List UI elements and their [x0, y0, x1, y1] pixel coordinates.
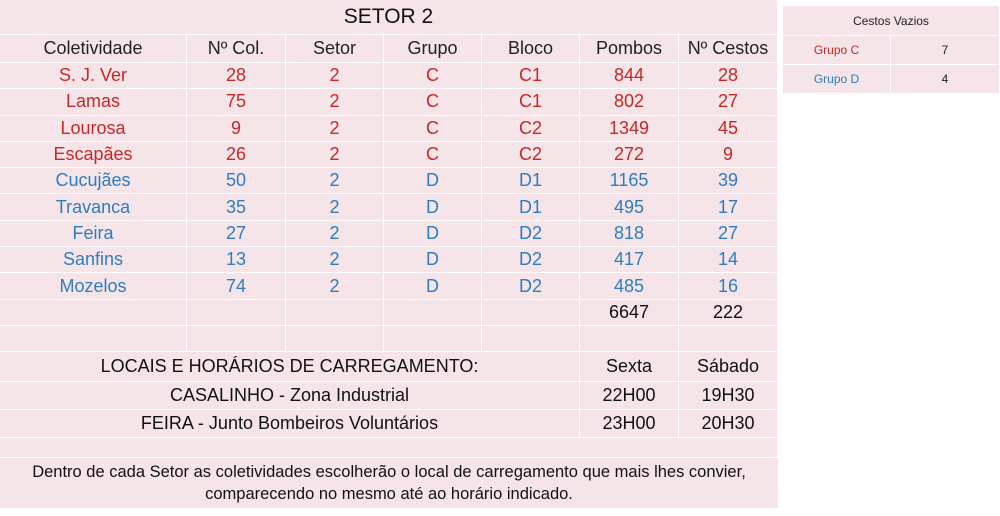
num-cestos-cell: 28	[679, 63, 778, 89]
coletividade-cell: Feira	[0, 221, 187, 247]
empty-baskets-table	[783, 6, 1000, 94]
header-coletividade: Coletividade	[0, 35, 187, 63]
empty-cell	[384, 326, 482, 352]
bloco-cell: C1	[482, 89, 580, 115]
bloco-cell: D2	[482, 247, 580, 273]
num-col-cell: 9	[187, 116, 286, 142]
total-pombos: 6647	[580, 300, 679, 326]
schedule-heading: LOCAIS E HORÁRIOS DE CARREGAMENTO:	[0, 352, 580, 382]
empty-cell	[482, 300, 580, 326]
empty-cell	[580, 326, 679, 352]
setor-cell: 2	[286, 168, 384, 194]
schedule-header-row	[0, 352, 778, 382]
schedule-place: CASALINHO - Zona Industrial	[0, 382, 580, 410]
header-num-cestos: Nº Cestos	[679, 35, 778, 63]
totals-row	[0, 300, 778, 326]
coletividade-cell: Escapães	[0, 142, 187, 168]
empty-baskets-row	[783, 65, 1000, 94]
empty-cell	[0, 326, 187, 352]
table-row	[0, 273, 778, 299]
empty-baskets-row	[783, 36, 1000, 65]
coletividade-cell: Travanca	[0, 195, 187, 221]
schedule-friday-time: 22H00	[580, 382, 679, 410]
total-cestos: 222	[679, 300, 778, 326]
pombos-cell: 417	[580, 247, 679, 273]
empty-cell	[384, 300, 482, 326]
friday-header: Sexta	[580, 352, 679, 382]
pombos-cell: 844	[580, 63, 679, 89]
coletividade-cell: S. J. Ver	[0, 63, 187, 89]
pombos-cell: 485	[580, 273, 679, 299]
schedule-saturday-time: 20H30	[679, 410, 778, 438]
table-row	[0, 116, 778, 142]
table-row	[0, 168, 778, 194]
setor-cell: 2	[286, 63, 384, 89]
bloco-cell: D2	[482, 273, 580, 299]
schedule-row	[0, 382, 778, 410]
empty-baskets-label: Grupo D	[783, 65, 891, 94]
schedule-row	[0, 410, 778, 438]
pombos-cell: 802	[580, 89, 679, 115]
empty-cell	[286, 326, 384, 352]
empty-cell	[187, 300, 286, 326]
num-col-cell: 35	[187, 195, 286, 221]
note	[0, 458, 778, 508]
empty-baskets-value: 7	[891, 36, 1000, 65]
saturday-header: Sábado	[679, 352, 778, 382]
header-bloco: Bloco	[482, 35, 580, 63]
num-cestos-cell: 14	[679, 247, 778, 273]
table-row	[0, 89, 778, 115]
empty-cell	[679, 326, 778, 352]
num-cestos-cell: 45	[679, 116, 778, 142]
grupo-cell: C	[384, 63, 482, 89]
empty-baskets-value: 4	[891, 65, 1000, 94]
setor-cell: 2	[286, 89, 384, 115]
empty-cell	[482, 326, 580, 352]
num-cestos-cell: 16	[679, 273, 778, 299]
setor-cell: 2	[286, 247, 384, 273]
empty-baskets-title: Cestos Vazios	[783, 6, 1000, 36]
setor-cell: 2	[286, 195, 384, 221]
schedule-saturday-time: 19H30	[679, 382, 778, 410]
bloco-cell: C2	[482, 142, 580, 168]
grupo-cell: D	[384, 221, 482, 247]
setor-cell: 2	[286, 116, 384, 142]
coletividade-cell: Lourosa	[0, 116, 187, 142]
header-num-col: Nº Col.	[187, 35, 286, 63]
num-col-cell: 26	[187, 142, 286, 168]
bloco-cell: D2	[482, 221, 580, 247]
coletividade-cell: Cucujães	[0, 168, 187, 194]
blank-row	[0, 326, 778, 352]
pombos-cell: 818	[580, 221, 679, 247]
num-cestos-cell: 9	[679, 142, 778, 168]
grupo-cell: C	[384, 142, 482, 168]
note-line-2: comparecendo no mesmo até ao horário indicado.	[205, 485, 573, 503]
table-row	[0, 247, 778, 273]
header-setor: Setor	[286, 35, 384, 63]
pombos-cell: 495	[580, 195, 679, 221]
bloco-cell: C1	[482, 63, 580, 89]
schedule-friday-time: 23H00	[580, 410, 679, 438]
num-cestos-cell: 27	[679, 221, 778, 247]
pombos-cell: 1349	[580, 116, 679, 142]
table-row	[0, 63, 778, 89]
num-cestos-cell: 17	[679, 195, 778, 221]
num-cestos-cell: 39	[679, 168, 778, 194]
schedule-place: FEIRA - Junto Bombeiros Voluntários	[0, 410, 580, 438]
grupo-cell: C	[384, 116, 482, 142]
num-col-cell: 50	[187, 168, 286, 194]
header-grupo: Grupo	[384, 35, 482, 63]
grupo-cell: D	[384, 273, 482, 299]
num-col-cell: 75	[187, 89, 286, 115]
pombos-cell: 1165	[580, 168, 679, 194]
bloco-cell: D1	[482, 168, 580, 194]
empty-cell	[187, 326, 286, 352]
setor-cell: 2	[286, 273, 384, 299]
sector-title: SETOR 2	[0, 0, 778, 35]
empty-cell	[0, 438, 778, 458]
grupo-cell: D	[384, 247, 482, 273]
empty-cell	[286, 300, 384, 326]
grupo-cell: D	[384, 168, 482, 194]
table-row	[0, 142, 778, 168]
setor-cell: 2	[286, 142, 384, 168]
empty-baskets-label: Grupo C	[783, 36, 891, 65]
num-cestos-cell: 27	[679, 89, 778, 115]
empty-cell	[0, 300, 187, 326]
title-row	[0, 0, 778, 35]
num-col-cell: 27	[187, 221, 286, 247]
note-line-1: Dentro de cada Setor as coletividades escolherão o local de carregamento que mais lhes convier,	[32, 463, 746, 481]
blank-row	[0, 438, 778, 458]
num-col-cell: 28	[187, 63, 286, 89]
coletividade-cell: Mozelos	[0, 273, 187, 299]
pombos-cell: 272	[580, 142, 679, 168]
bloco-cell: D1	[482, 195, 580, 221]
coletividade-cell: Sanfins	[0, 247, 187, 273]
num-col-cell: 13	[187, 247, 286, 273]
grupo-cell: C	[384, 89, 482, 115]
setor-cell: 2	[286, 221, 384, 247]
table-row	[0, 221, 778, 247]
header-pombos: Pombos	[580, 35, 679, 63]
header-row	[0, 35, 778, 63]
bloco-cell: C2	[482, 116, 580, 142]
empty-baskets-title-row	[783, 6, 1000, 36]
num-col-cell: 74	[187, 273, 286, 299]
grupo-cell: D	[384, 195, 482, 221]
coletividade-cell: Lamas	[0, 89, 187, 115]
table-row	[0, 195, 778, 221]
